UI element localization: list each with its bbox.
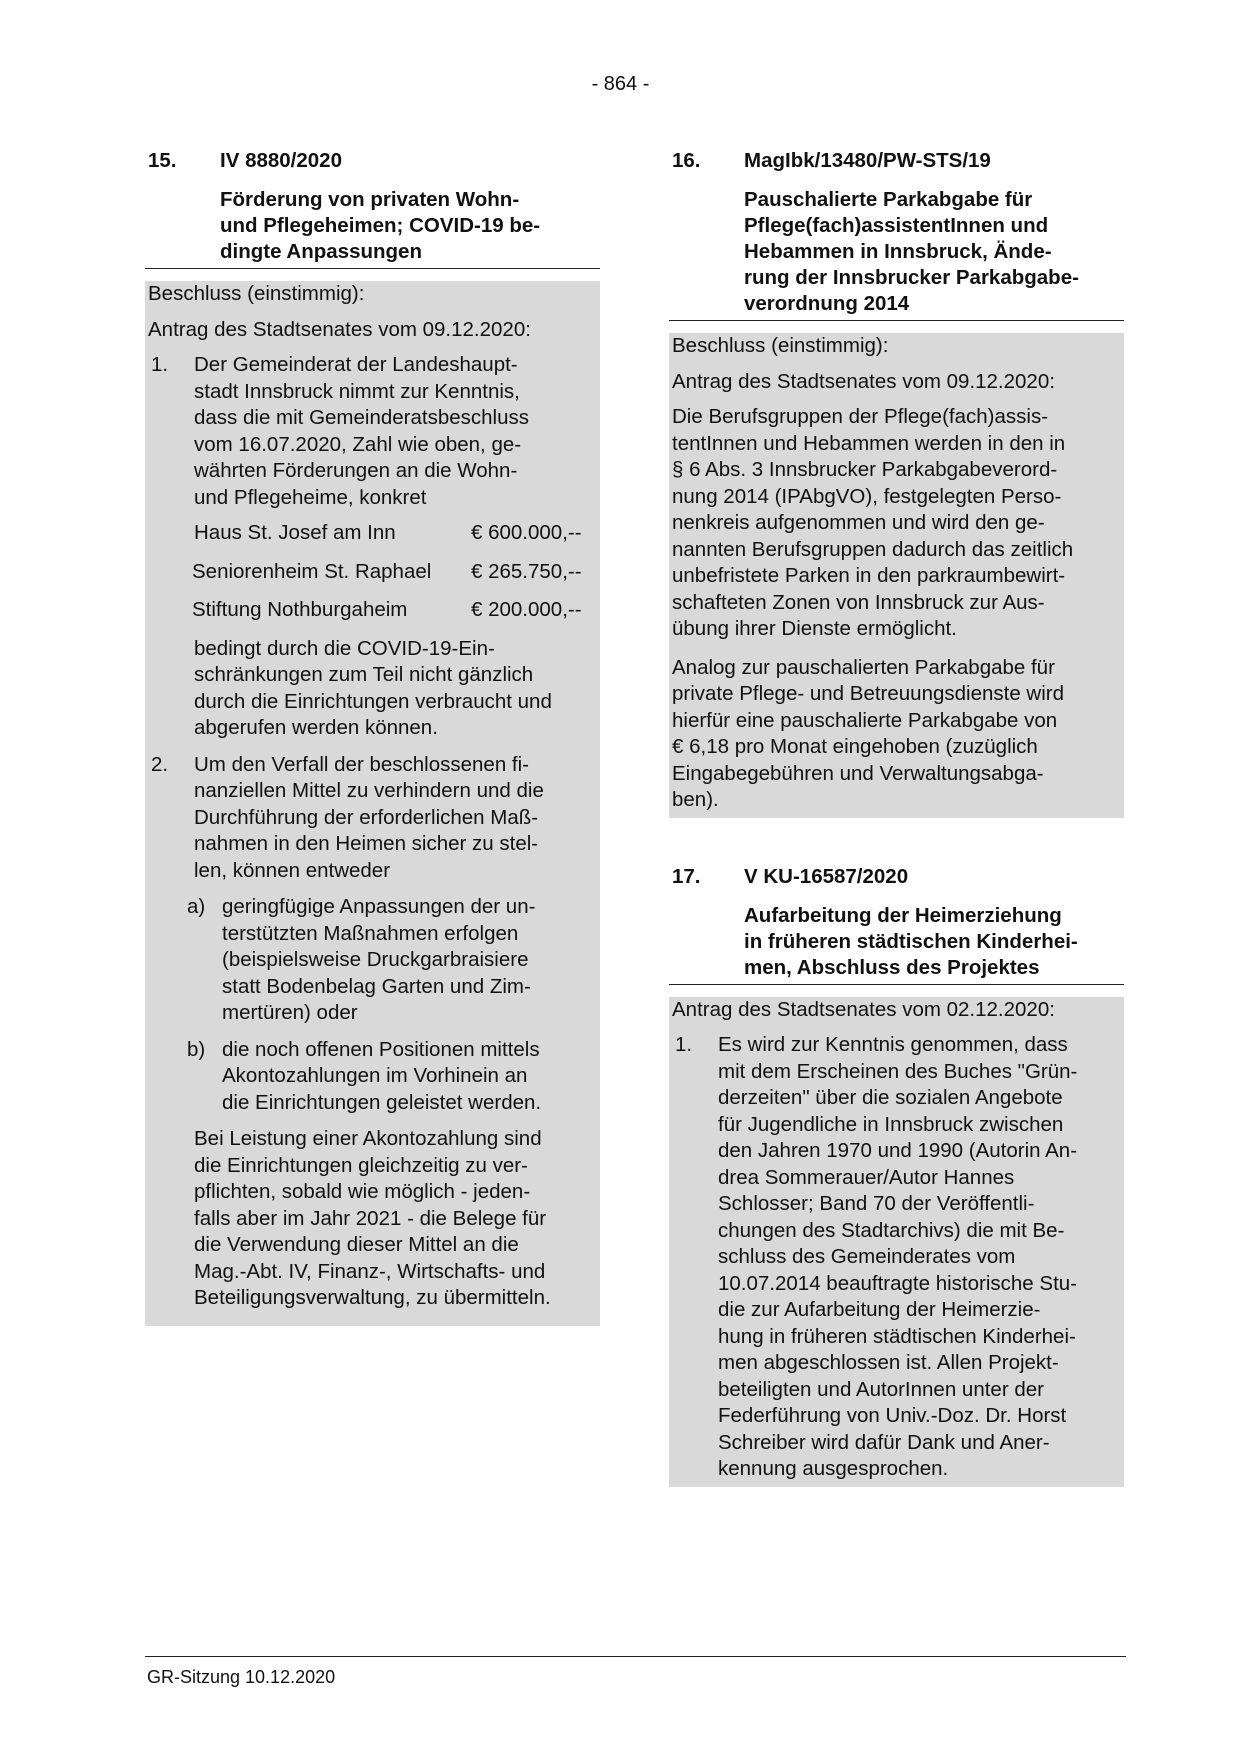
section-15-header — [145, 148, 600, 173]
facility-name: Seniorenheim St. Raphael — [192, 559, 432, 583]
text-line: die Verwendung dieser Mittel an die — [194, 1233, 519, 1256]
page-number: - 864 - — [591, 73, 650, 95]
text-line: Durchführung der erforderlichen Maß- — [194, 805, 539, 829]
item-number: 1. — [151, 353, 169, 376]
text-line: Schreiber wird dafür Dank und Aner- — [718, 1430, 1050, 1454]
list-item-2 — [148, 752, 596, 1312]
section-number: 16. — [672, 149, 701, 172]
antrag-line: Antrag des Stadtsenates vom 02.12.2020: — [672, 997, 1055, 1021]
text-line: den Jahren 1970 und 1990 (Autorin An- — [718, 1139, 1078, 1162]
sub-item-b — [187, 1037, 596, 1117]
text-line: pflichten, sobald wie möglich - jeden- — [194, 1180, 531, 1203]
title-line: und Pflegeheimen; COVID-19 be- — [220, 214, 541, 237]
text-line: schränkungen zum Teil nicht gänzlich — [194, 663, 534, 686]
title-line: Pauschalierte Parkabgabe für — [744, 188, 1033, 211]
title-line: Hebammen in Innsbruck, Ände- — [744, 240, 1052, 263]
amounts-table — [194, 520, 596, 624]
text-line: nenkreis aufgenommen und wird den ge- — [672, 511, 1045, 534]
text-line: unbefristete Parken in den parkraumbewirt- — [672, 564, 1066, 587]
text-line: chungen des Stadtarchivs) die mit Be- — [718, 1218, 1065, 1242]
beschluss-label: Beschluss (einstimmig): — [148, 282, 365, 305]
text-line: mertüren) oder — [222, 1001, 358, 1024]
item-number: 2. — [151, 752, 169, 776]
text-line: Der Gemeinderat der Landeshaupt- — [194, 353, 518, 376]
sub-item-label: a) — [187, 895, 206, 918]
text-line: geringfügige Anpassungen der un- — [222, 895, 536, 918]
section-reference: IV 8880/2020 — [220, 149, 342, 172]
text-line: Eingabegebühren und Verwaltungsabga- — [672, 761, 1044, 785]
text-line: Schlosser; Band 70 der Veröffentli- — [718, 1192, 1035, 1215]
section-16-title — [669, 187, 1124, 320]
text-line: falls aber im Jahr 2021 - die Belege für — [194, 1206, 547, 1230]
antrag-line: Antrag des Stadtsenates vom 09.12.2020: — [148, 317, 531, 341]
antrag-line: Antrag des Stadtsenates vom 09.12.2020: — [672, 369, 1055, 393]
text-line: nahmen in den Heimen sicher zu stel- — [194, 832, 539, 855]
title-line: Pflege(fach)assistentInnen und — [744, 214, 1049, 237]
text-line: men abgeschlossen ist. Allen Projekt- — [718, 1351, 1059, 1374]
section-17-header — [669, 864, 1124, 889]
text-line: kennung ausgesprochen. — [718, 1457, 949, 1480]
section-16-body — [669, 333, 1124, 818]
amount-value: € 600.000,-- — [471, 521, 582, 544]
text-line: abgerufen werden können. — [194, 716, 438, 739]
text-line: ben). — [672, 788, 719, 811]
text-line: statt Bodenbelag Garten und Zim- — [222, 974, 531, 998]
item-text — [194, 752, 596, 885]
section-reference: V KU-16587/2020 — [744, 864, 909, 888]
text-line: und Pflegeheime, konkret — [194, 485, 427, 509]
facility-name: Stiftung Nothburgaheim — [192, 598, 408, 621]
text-line: 10.07.2014 beauftragte historische Stu- — [718, 1271, 1077, 1295]
title-line: Förderung von privaten Wohn- — [220, 188, 520, 211]
text-line: Es wird zur Kenntnis genommen, dass — [718, 1033, 1068, 1056]
text-line: dass die mit Gemeinderatsbeschluss — [194, 406, 529, 429]
amount-row — [192, 559, 596, 586]
item-text-continued — [194, 1126, 596, 1312]
sub-item-a — [187, 894, 596, 1027]
text-line: Bei Leistung einer Akontozahlung sind — [194, 1127, 542, 1150]
title-line: verordnung 2014 — [744, 292, 910, 315]
item-number: 1. — [675, 1033, 693, 1056]
text-line: Federführung von Univ.-Doz. Dr. Horst — [718, 1404, 1067, 1427]
text-line: die noch offenen Positionen mittels — [222, 1037, 540, 1061]
text-line: schafteten Zonen von Innsbruck zur Aus- — [672, 590, 1045, 614]
text-line: stadt Innsbruck nimmt zur Kenntnis, — [194, 379, 520, 403]
text-line: private Pflege- und Betreuungsdienste wird — [672, 682, 1065, 705]
item-text-continued — [194, 636, 596, 742]
item-text — [194, 352, 596, 511]
text-line: währten Förderungen an die Wohn- — [194, 459, 518, 482]
text-line: Mag.-Abt. IV, Finanz-, Wirtschafts- und — [194, 1259, 546, 1283]
amount-value: € 265.750,-- — [471, 559, 582, 583]
amount-row — [192, 597, 596, 624]
footer-text: GR-Sitzung 10.12.2020 — [147, 1667, 336, 1687]
text-line: beteiligten und AutorInnen unter der — [718, 1377, 1044, 1401]
facility-name: Haus St. Josef am Inn — [194, 521, 396, 544]
text-line: terstützten Maßnahmen erfolgen — [222, 921, 519, 945]
text-line: die Einrichtungen gleichzeitig zu ver- — [194, 1153, 528, 1177]
title-divider — [145, 268, 600, 269]
sub-item-label: b) — [187, 1037, 206, 1061]
text-line: Akontozahlungen im Vorhinein an — [222, 1064, 528, 1087]
section-16-header — [669, 148, 1124, 173]
amount-row — [194, 520, 596, 547]
text-line: bedingt durch die COVID-19-Ein- — [194, 636, 495, 660]
text-line: für Jugendliche in Innsbruck zwischen — [718, 1112, 1064, 1136]
title-line: Aufarbeitung der Heimerziehung — [744, 903, 1062, 927]
text-line: Die Berufsgruppen der Pflege(fach)assis- — [672, 405, 1049, 428]
section-17-body — [669, 997, 1124, 1487]
text-line: (beispielsweise Druckgarbraisiere — [222, 948, 529, 971]
text-line: vom 16.07.2020, Zahl wie oben, ge- — [194, 432, 522, 456]
text-line: len, können entweder — [194, 858, 391, 882]
text-line: nanziellen Mittel zu verhindern und die — [194, 779, 544, 802]
text-line: Beteiligungsverwaltung, zu übermitteln. — [194, 1286, 551, 1309]
text-line: nung 2014 (IPAbgVO), festgelegten Perso- — [672, 484, 1062, 508]
text-line: übung ihrer Dienste ermöglicht. — [672, 617, 957, 640]
title-line: in früheren städtischen Kinderhei- — [744, 929, 1078, 953]
text-line: § 6 Abs. 3 Innsbrucker Parkabgabeverord- — [672, 458, 1058, 481]
footer-divider — [145, 1656, 1126, 1657]
section-17 — [669, 864, 1124, 1487]
amount-value: € 200.000,-- — [471, 598, 582, 621]
section-15 — [145, 148, 600, 1326]
text-line: tentInnen und Hebammen werden in den in — [672, 431, 1066, 455]
text-line: nannten Berufsgruppen dadurch das zeitlich — [672, 537, 1074, 561]
text-line: Um den Verfall der beschlossenen fi- — [194, 752, 530, 776]
text-line: hierfür eine pauschalierte Parkabgabe von — [672, 708, 1058, 732]
title-divider — [669, 984, 1124, 985]
title-line: dingte Anpassungen — [220, 240, 422, 263]
section-number: 15. — [148, 149, 177, 172]
section-number: 17. — [672, 864, 701, 888]
section-15-title — [145, 187, 600, 268]
text-line: die Einrichtungen geleistet werden. — [222, 1090, 542, 1114]
section-reference: MagIbk/13480/PW-STS/19 — [744, 149, 991, 172]
text-line: hung in früheren städtischen Kinderhei- — [718, 1324, 1076, 1348]
title-divider — [669, 320, 1124, 321]
list-item-1 — [148, 352, 596, 742]
text-line: Analog zur pauschalierten Parkabgabe für — [672, 655, 1055, 679]
right-column — [669, 148, 1124, 1487]
text-line: mit dem Erscheinen des Buches "Grün- — [718, 1059, 1078, 1083]
paragraph — [672, 404, 1120, 643]
beschluss-label: Beschluss (einstimmig): — [672, 334, 889, 357]
paragraph — [672, 655, 1120, 814]
title-line: men, Abschluss des Projektes — [744, 955, 1040, 979]
section-17-title — [669, 903, 1124, 984]
section-15-body — [145, 281, 600, 1326]
text-line: schluss des Gemeinderates vom — [718, 1245, 1016, 1268]
text-line: durch die Einrichtungen verbraucht und — [194, 689, 552, 713]
text-line: drea Sommerauer/Autor Hannes — [718, 1165, 1015, 1189]
text-line: die zur Aufarbeitung der Heimerzie- — [718, 1298, 1041, 1321]
title-line: rung der Innsbrucker Parkabgabe- — [744, 266, 1079, 289]
text-line: derzeiten" über die sozialen Angebote — [718, 1086, 1063, 1109]
list-item-1 — [672, 1032, 1120, 1483]
text-line: € 6,18 pro Monat eingehoben (zuzüglich — [672, 735, 1038, 758]
section-16 — [669, 148, 1124, 818]
